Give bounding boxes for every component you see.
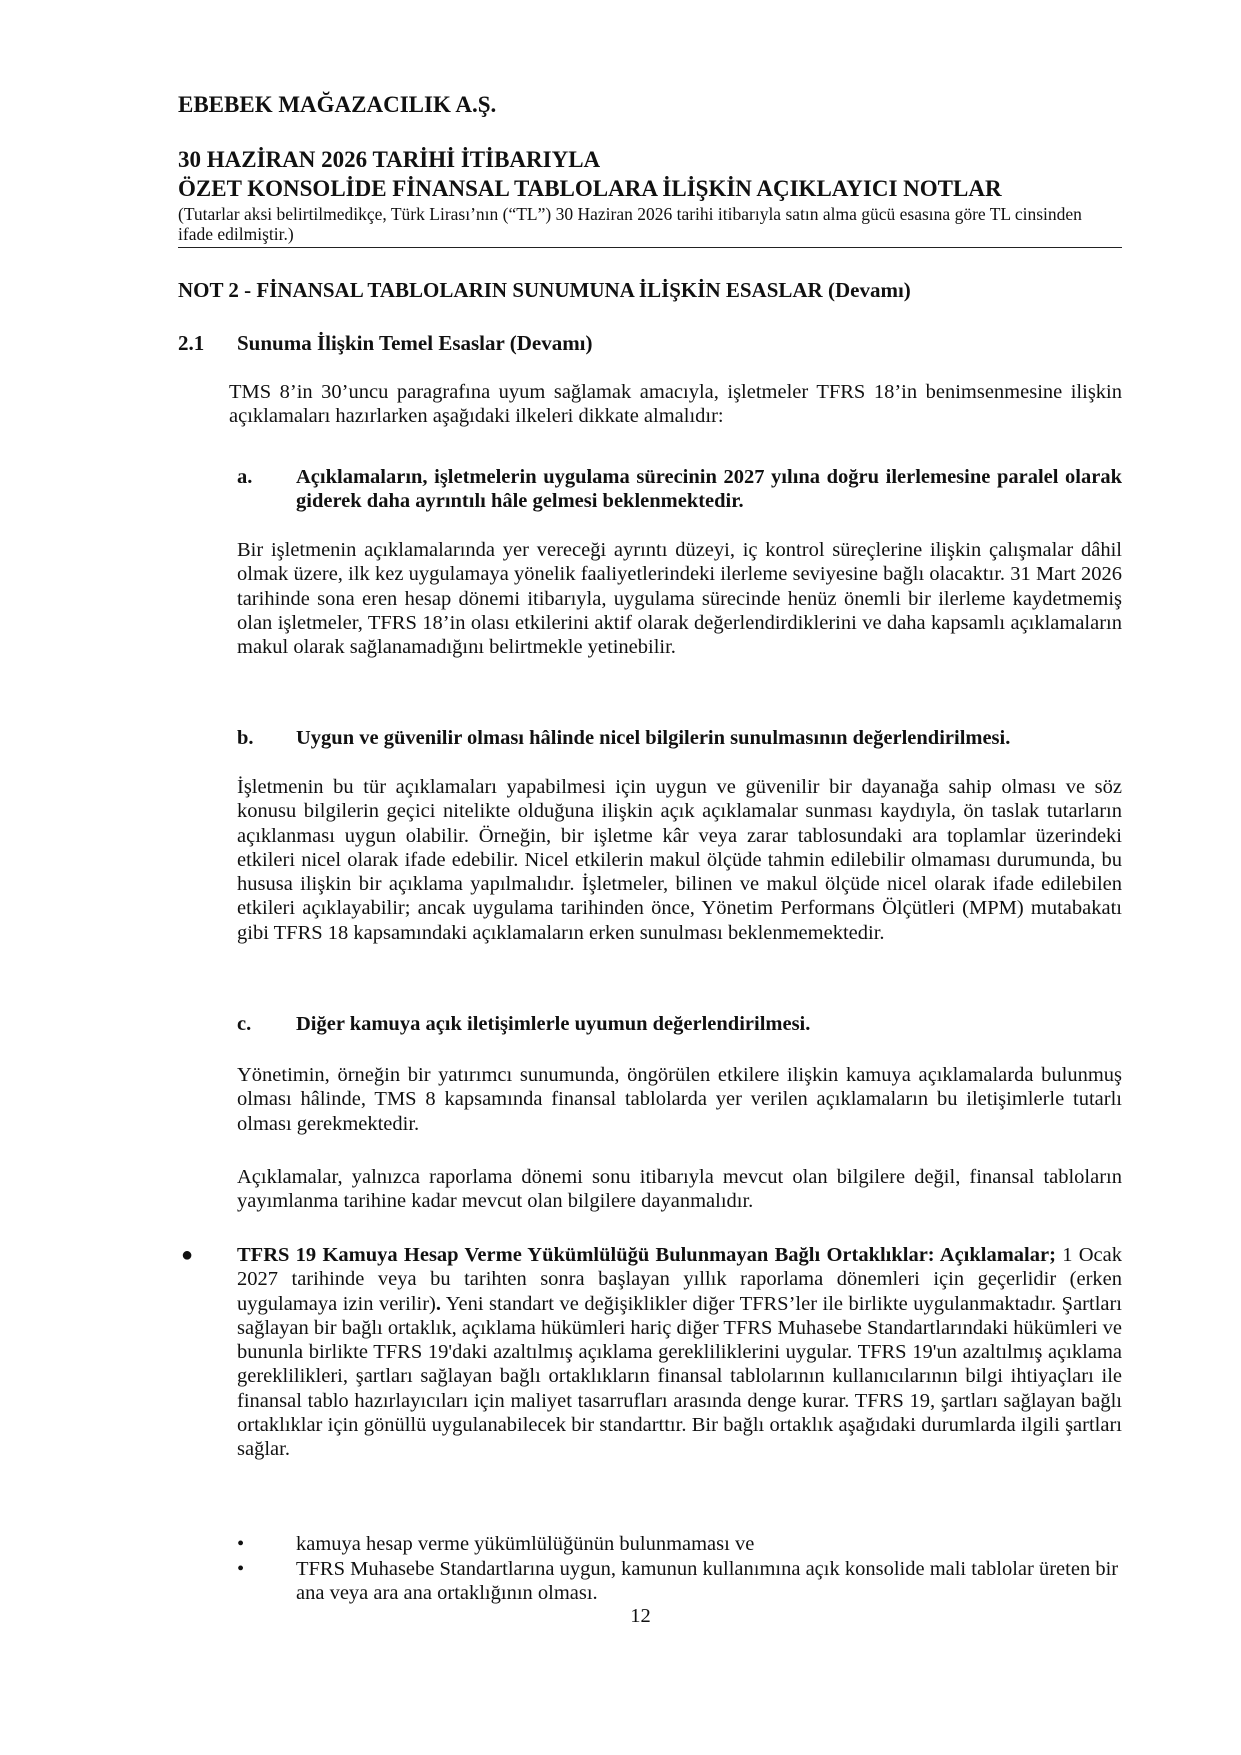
condition-1-bullet: • <box>237 1533 245 1555</box>
tfrs19-body: Yeni standart ve değişiklikler diğer TFRS’ler ile birlikte uygulanmaktadır. Şartları sağlayan bir bağlı ortaklık, açıklama hükümleri hariç diğer TFRS Muhasebe Standartlarındaki hükümleri ve bununla birlikte TFRS 19'daki azaltılmış açıklama gerekliliklerini uygular. TFRS 19'un azaltılmış açıklama gereklilikleri, şartları sağlayan bağlı ortaklıkların finansal tablolarının kullanıcılarının bilgi ihtiyaçları ile finansal tablo hazırlayıcıları için maliyet tasarrufları arasında denge kurar. TFRS 19, şartları sağlayan bağlı ortaklıklar için gönüllü uygulanabilecek bir standarttır. Bir bağlı ortaklık aşağıdaki durumlarda ilgili şartları sağlar. <box>237 1292 1123 1461</box>
page-number: 12 <box>630 1605 651 1627</box>
report-title-line-1: 30 HAZİRAN 2026 TARİHİ İTİBARIYLA <box>178 147 601 172</box>
condition-1: kamuya hesap verme yükümlülüğünün bulunmaması ve <box>296 1533 755 1555</box>
report-title-line-2: ÖZET KONSOLİDE FİNANSAL TABLOLARA İLİŞKİN AÇIKLAYICI NOTLAR <box>178 176 1002 201</box>
item-a-heading: Açıklamaların, işletmelerin uygulama sürecinin 2027 yılına doğru ilerlemesine paralel olarak giderek daha ayrıntılı hâle gelmesi beklenmektedir. <box>296 466 1122 513</box>
company-name: EBEBEK MAĞAZACILIK A.Ş. <box>178 92 497 117</box>
tfrs19-effective-date: 1 Ocak 2027 tarihinde veya bu tarihten sonra başlayan yıllık raporlama dönemleri için geçerlidir (erken uygulamaya izin verilir) <box>237 1244 1122 1315</box>
note-title: NOT 2 - FİNANSAL TABLOLARIN SUNUMUNA İLİŞKİN ESASLAR (Devamı) <box>178 278 911 302</box>
tfrs19-period: . <box>435 1292 441 1315</box>
condition-2-bullet: • <box>237 1558 245 1580</box>
header-divider <box>178 247 1122 248</box>
intro-paragraph: TMS 8’in 30’uncu paragrafına uyum sağlamak amacıyla, işletmeler TFRS 18’in benimsenmesine ilişkin açıklamaları hazırlarken aşağıdaki ilkeleri dikkate almalıdır: <box>229 381 1122 428</box>
closing-paragraph: Açıklamalar, yalnızca raporlama dönemi sonu itibarıyla mevcut olan bilgilere değil, finansal tabloların yayımlanma tarihine kadar mevcut olan bilgilere dayanmalıdır. <box>237 1166 1122 1213</box>
section-number: 2.1 <box>178 331 205 355</box>
item-a-marker: a. <box>237 466 253 488</box>
tfrs19-paragraph <box>237 1243 1122 1462</box>
section-title: Sunuma İlişkin Temel Esaslar (Devamı) <box>237 331 593 355</box>
item-c-body: Yönetimin, örneğin bir yatırımcı sunumunda, öngörülen etkilere ilişkin kamuya açıklamalarda bulunmuş olması hâlinde, TMS 8 kapsamında finansal tablolarda yer verilen açıklamaların bu iletişimlerle tutarlı olması gerekmektedir. <box>237 1064 1122 1135</box>
condition-2: TFRS Muhasebe Standartlarına uygun, kamunun kullanımına açık konsolide mali tablolar üreten bir ana veya ara ana ortaklığının olması. <box>296 1558 1119 1605</box>
item-a-body: Bir işletmenin açıklamalarında yer vereceği ayrıntı düzeyi, iç kontrol süreçlerine ilişkin çalışmalar dâhil olmak üzere, ilk kez uygulamaya yönelik faaliyetlerindeki ilerleme seviyesine bağlı olacaktır. 31 Mart 2026 tarihinde sona eren hesap dönemi itibarıyla, uygulama sürecinde henüz önemli bir ilerleme kaydetmemiş olan işletmeler, TFRS 18’in olası etkilerini aktif olarak değerlendirdiklerini ve daha kapsamlı açıklamaların makul olarak sağlanamadığını belirtmekle yetinebilir. <box>237 539 1122 659</box>
item-b-body: İşletmenin bu tür açıklamaları yapabilmesi için uygun ve güvenilir bir dayanağa sahip olması ve söz konusu bilgilerin geçici nitelikte olduğuna ilişkin açık açıklamalar sunması kaydıyla, ön taslak tutarların açıklanması uygun olabilir. Örneğin, bir işletme kâr veya zarar tablosundaki ara toplamlar üzerindeki etkileri nicel olarak ifade edebilir. Nicel etkilerin makul ölçüde tahmin edilebilir olmaması durumunda, bu hususa ilişkin bir açıklama yapılmalıdır. İşletmeler, bilinen ve makul ölçüde nicel olarak ifade edilebilen etkileri açıklayabilir; ancak uygulama tarihinden önce, Yönetim Performans Ölçütleri (MPM) mutabakatı gibi TFRS 18 kapsamındaki açıklamaların erken sunulması beklenmemektedir. <box>237 776 1122 944</box>
item-c-marker: c. <box>237 1013 252 1035</box>
currency-note: (Tutarlar aksi belirtilmedikçe, Türk Lirası’nın (“TL”) 30 Haziran 2026 tarihi itibarıyla satın alma gücü esasına göre TL cinsinden ifade edilmiştir.) <box>178 204 1082 244</box>
item-c-heading: Diğer kamuya açık iletişimlerle uyumun değerlendirilmesi. <box>296 1013 811 1035</box>
item-b-marker: b. <box>237 727 254 749</box>
tfrs19-bullet: ● <box>181 1244 194 1266</box>
item-b-heading: Uygun ve güvenilir olması hâlinde nicel bilgilerin sunulmasının değerlendirilmesi. <box>296 727 1011 749</box>
tfrs19-heading: TFRS 19 Kamuya Hesap Verme Yükümlülüğü Bulunmayan Bağlı Ortaklıklar: Açıklamalar; <box>237 1244 1056 1266</box>
